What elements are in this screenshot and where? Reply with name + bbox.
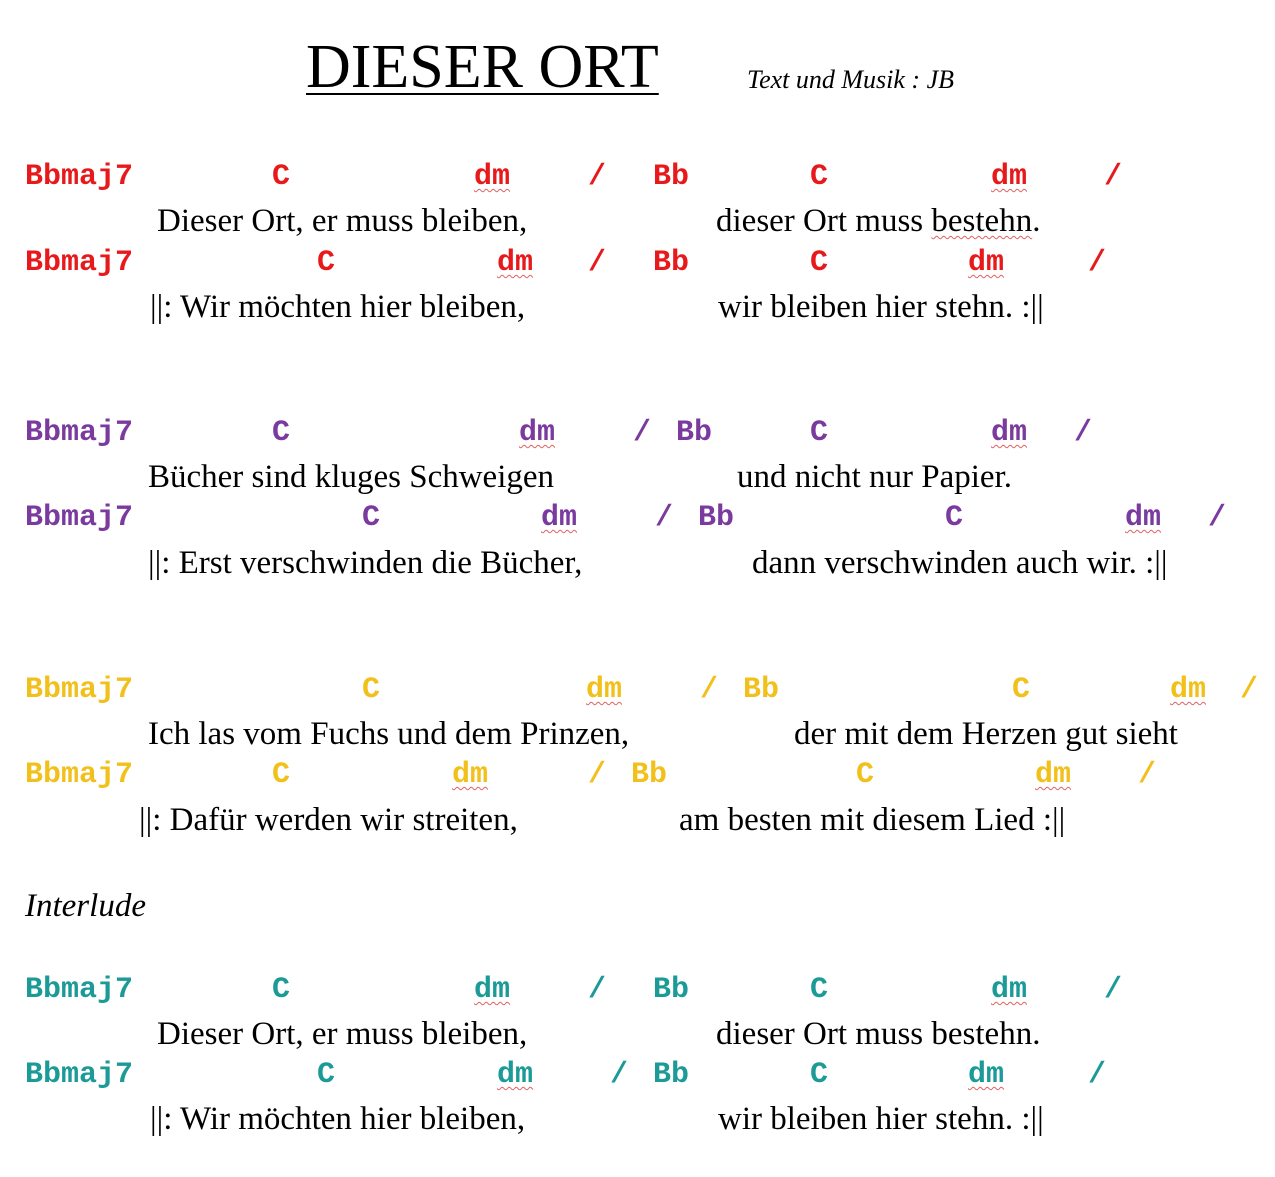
chord-slash: / <box>1088 246 1107 280</box>
song-credit: Text und Musik : JB <box>747 65 954 94</box>
chord: dm <box>1170 673 1207 707</box>
chord-slash: / <box>1208 501 1227 535</box>
chord: C <box>317 246 336 280</box>
chord-slash: / <box>700 673 719 707</box>
chord: dm <box>1125 501 1162 535</box>
lyric-line: Bücher sind kluges Schweigen <box>148 459 555 495</box>
chord: C <box>272 758 291 792</box>
chord: C <box>272 973 291 1007</box>
chord: dm <box>968 246 1005 280</box>
interlude-label: Interlude <box>25 888 146 924</box>
chord: Bbmaj7 <box>25 160 134 194</box>
chord: Bb <box>653 160 690 194</box>
lyric-line: ||: Wir möchten hier bleiben, <box>150 289 526 325</box>
lyric-line: am besten mit diesem Lied :|| <box>679 802 1066 838</box>
chord-slash: / <box>1088 1058 1107 1092</box>
chord-slash: / <box>655 501 674 535</box>
chord: Bb <box>653 1058 690 1092</box>
lyric-line <box>716 201 1040 241</box>
chord: Bb <box>743 673 780 707</box>
chord: dm <box>541 501 578 535</box>
chord-slash: / <box>1074 416 1093 450</box>
chord: dm <box>497 246 534 280</box>
lyric-line: dann verschwinden auch wir. :|| <box>752 545 1168 581</box>
chord: C <box>272 160 291 194</box>
chord: Bb <box>653 973 690 1007</box>
chord-slash: / <box>588 758 607 792</box>
chord-slash: / <box>588 973 607 1007</box>
chord: dm <box>991 416 1028 450</box>
chord: Bb <box>676 416 713 450</box>
chord: C <box>362 501 381 535</box>
chord: Bbmaj7 <box>25 673 134 707</box>
chord: C <box>810 160 829 194</box>
chord: C <box>945 501 964 535</box>
lyric-line: ||: Wir möchten hier bleiben, <box>150 1101 526 1137</box>
lyric-line: und nicht nur Papier. <box>737 459 1012 495</box>
chord-slash: / <box>588 246 607 280</box>
chord: dm <box>991 160 1028 194</box>
lyric-fragment: . <box>1032 203 1041 239</box>
lyric-line: ||: Dafür werden wir streiten, <box>139 802 518 838</box>
chord-slash: / <box>1240 673 1259 707</box>
chord: dm <box>586 673 623 707</box>
chord: C <box>272 416 291 450</box>
lyric-line: Ich las vom Fuchs und dem Prinzen, <box>148 716 630 752</box>
chord: Bbmaj7 <box>25 246 134 280</box>
chord: C <box>317 1058 336 1092</box>
chord: dm <box>497 1058 534 1092</box>
lyric-line: ||: Erst verschwinden die Bücher, <box>148 545 583 581</box>
chord: C <box>810 246 829 280</box>
chord: C <box>810 1058 829 1092</box>
chord: C <box>810 416 829 450</box>
song-title: DIESER ORT <box>306 33 659 101</box>
chord-slash: / <box>588 160 607 194</box>
chord: Bbmaj7 <box>25 1058 134 1092</box>
chord: C <box>810 973 829 1007</box>
lyric-line: wir bleiben hier stehn. :|| <box>718 1101 1044 1137</box>
chord: C <box>362 673 381 707</box>
chord: dm <box>1035 758 1072 792</box>
chord: dm <box>474 160 511 194</box>
lyric-line: Dieser Ort, er muss bleiben, <box>157 203 528 239</box>
lyric-fragment: dieser Ort muss <box>716 203 932 239</box>
chord: Bbmaj7 <box>25 416 134 450</box>
chord-slash: / <box>610 1058 629 1092</box>
chord: dm <box>968 1058 1005 1092</box>
chord: dm <box>519 416 556 450</box>
chord: C <box>1012 673 1031 707</box>
lyric-line: wir bleiben hier stehn. :|| <box>718 289 1044 325</box>
chord: Bbmaj7 <box>25 501 134 535</box>
chord-slash: / <box>1104 160 1123 194</box>
chord-slash: / <box>1104 973 1123 1007</box>
chord: Bb <box>631 758 668 792</box>
chord-slash: / <box>633 416 652 450</box>
lyric-line: der mit dem Herzen gut sieht <box>794 716 1178 752</box>
chord: dm <box>474 973 511 1007</box>
chord: dm <box>452 758 489 792</box>
chord: Bbmaj7 <box>25 973 134 1007</box>
chord-slash: / <box>1138 758 1157 792</box>
chord: Bbmaj7 <box>25 758 134 792</box>
lyric-line: Dieser Ort, er muss bleiben, <box>157 1016 528 1052</box>
chord: Bb <box>698 501 735 535</box>
chord: C <box>856 758 875 792</box>
chord: Bb <box>653 246 690 280</box>
chord: dm <box>991 973 1028 1007</box>
lyric-line: dieser Ort muss bestehn. <box>716 1016 1041 1052</box>
lyric-fragment: bestehn <box>931 203 1033 239</box>
